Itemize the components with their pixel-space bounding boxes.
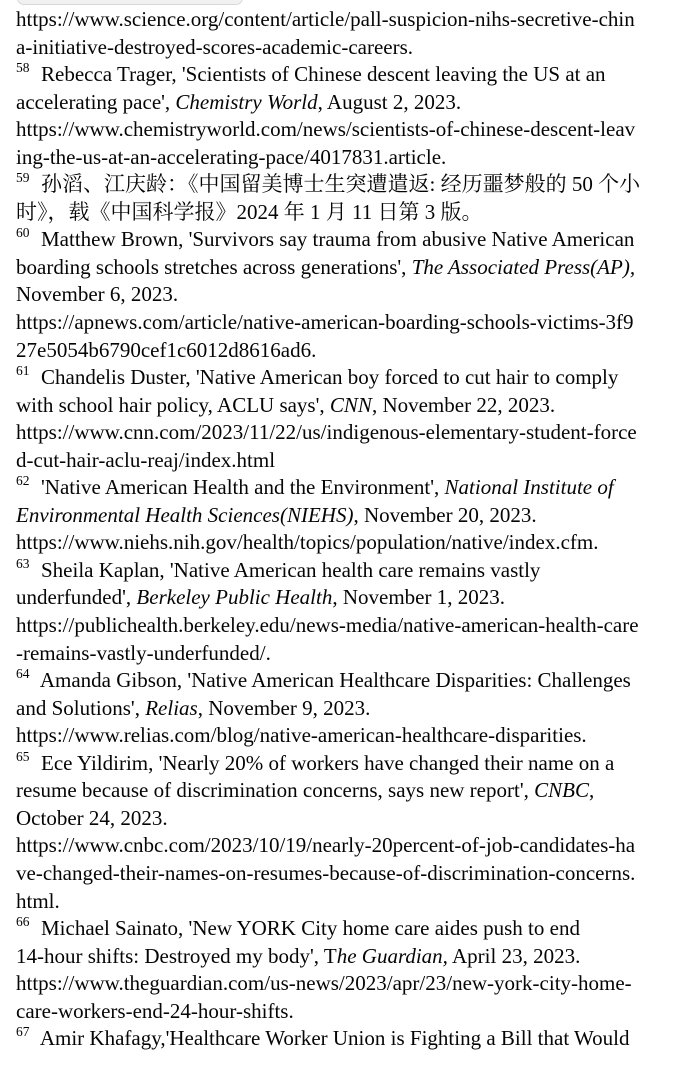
text-run: https://www.niehs.nih.gov/health/topics/population/native/index.cfm. bbox=[16, 530, 599, 555]
cutoff-element-remnant bbox=[17, 0, 243, 5]
publication-name: CNN bbox=[329, 392, 372, 417]
text-run: resume because of discrimination concerns, says new report', bbox=[16, 778, 535, 803]
footnote-line bbox=[16, 392, 688, 420]
publication-name: Berkeley Public Health bbox=[136, 585, 333, 610]
text-run: April 23, 2023. bbox=[447, 943, 581, 968]
publication-name: National Institute of bbox=[444, 475, 614, 500]
text-run: Amir Khafagy,'Healthcare Worker Union is Fighting a Bill that Would bbox=[30, 1026, 630, 1051]
footnote-line bbox=[16, 61, 688, 89]
text-run: , November 20, 2023. bbox=[353, 502, 537, 527]
footnote-number: 58 bbox=[16, 60, 30, 76]
footnote-line bbox=[16, 281, 688, 309]
publication-name: CNBC bbox=[534, 778, 589, 803]
text-run: a-initiative-destroyed-scores-academic-careers. bbox=[16, 34, 414, 59]
publication-name: Environmental Health Sciences(NIEHS) bbox=[16, 502, 354, 527]
text-run: 孙滔、江庆龄：《中国留美博士生突遭遣返: 经历噩梦般的 50 个小 bbox=[30, 172, 641, 197]
text-run: Matthew Brown, 'Survivors say trauma from abusive Native American bbox=[30, 227, 635, 252]
footnote-line bbox=[16, 777, 688, 805]
publication-name: Chemistry World bbox=[175, 89, 318, 114]
footnote-line bbox=[16, 584, 688, 612]
footnote-line bbox=[16, 557, 688, 585]
text-run: html. bbox=[16, 888, 60, 913]
footnote-line bbox=[16, 805, 688, 833]
footnote-line bbox=[16, 337, 688, 365]
footnote-line bbox=[16, 612, 688, 640]
footnotes-text bbox=[16, 6, 688, 1053]
text-run: , August 2, 2023. bbox=[317, 89, 462, 114]
footnote-line bbox=[16, 419, 688, 447]
footnote-line bbox=[16, 750, 688, 778]
text-run: https://www.chemistryworld.com/news/scientists-of-chinese-descent-leav bbox=[16, 117, 636, 142]
footnote-line bbox=[16, 199, 688, 227]
text-run: , November 1, 2023. bbox=[332, 585, 505, 610]
footnote-line bbox=[16, 34, 688, 62]
footnote-line bbox=[16, 171, 688, 199]
publication-name: The Associated Press(AP), bbox=[411, 254, 636, 279]
text-run: ve-changed-their-names-on-resumes-because-of-discrimination-concerns. bbox=[16, 860, 636, 885]
text-run: Chandelis Duster, 'Native American boy forced to cut hair to comply bbox=[30, 365, 619, 390]
text-run: https://apnews.com/article/native-american-boarding-schools-victims-3f9 bbox=[16, 310, 634, 335]
publication-name: Relias bbox=[145, 695, 198, 720]
text-run: Amanda Gibson, 'Native American Healthcare Disparities: Challenges bbox=[30, 668, 631, 693]
footnote-line bbox=[16, 860, 688, 888]
footnote-line bbox=[16, 364, 688, 392]
footnote-number: 62 bbox=[16, 473, 30, 489]
text-run: ing-the-us-at-an-accelerating-pace/4017831.article. bbox=[16, 144, 447, 169]
text-run: https://www.cnn.com/2023/11/22/us/indigenous-elementary-student-force bbox=[16, 420, 637, 445]
text-run: https://www.relias.com/blog/native-american-healthcare-disparities. bbox=[16, 723, 587, 748]
footnote-line bbox=[16, 640, 688, 668]
text-run: accelerating pace', bbox=[16, 89, 176, 114]
footnote-line bbox=[16, 447, 688, 475]
text-run: and Solutions', bbox=[16, 695, 146, 720]
footnote-line bbox=[16, 970, 688, 998]
footnote-number: 66 bbox=[16, 914, 30, 930]
text-run: , November 22, 2023. bbox=[371, 392, 556, 417]
footnote-line bbox=[16, 1025, 688, 1053]
footnote-line bbox=[16, 722, 688, 750]
text-run: October 24, 2023. bbox=[16, 805, 168, 830]
text-run: care-workers-end-24-hour-shifts. bbox=[16, 998, 294, 1023]
text-run: Sheila Kaplan, 'Native American health care remains vastly bbox=[30, 557, 541, 582]
footnote-line bbox=[16, 832, 688, 860]
footnote-line bbox=[16, 943, 688, 971]
footnote-number: 61 bbox=[16, 363, 30, 379]
text-run: Michael Sainato, 'New YORK City home care aides push to end bbox=[30, 916, 580, 941]
footnote-line bbox=[16, 6, 688, 34]
footnote-number: 64 bbox=[16, 666, 30, 682]
text-run: d-cut-hair-aclu-reaj/index.html bbox=[16, 447, 276, 472]
footnote-line bbox=[16, 667, 688, 695]
footnote-line bbox=[16, 529, 688, 557]
text-run: with school hair policy, ACLU says', bbox=[16, 392, 330, 417]
footnote-line bbox=[16, 474, 688, 502]
footnote-line bbox=[16, 502, 688, 530]
footnote-line bbox=[16, 915, 688, 943]
text-run: , bbox=[588, 778, 595, 803]
footnote-number: 63 bbox=[16, 555, 30, 571]
text-run: 27e5054b6790cef1c6012d8616ad6. bbox=[16, 337, 317, 362]
text-run: boarding schools stretches across generations', bbox=[16, 254, 412, 279]
footnote-line bbox=[16, 89, 688, 117]
footnote-number: 65 bbox=[16, 748, 30, 764]
footnote-line bbox=[16, 226, 688, 254]
footnote-line bbox=[16, 309, 688, 337]
text-run: https://publichealth.berkeley.edu/news-media/native-american-health-care bbox=[16, 613, 639, 638]
text-run: underfunded', bbox=[16, 585, 137, 610]
publication-name: he Guardian, bbox=[336, 943, 448, 968]
text-run: , November 9, 2023. bbox=[197, 695, 371, 720]
text-run: 'Native American Health and the Environment', bbox=[30, 475, 445, 500]
footnote-line bbox=[16, 998, 688, 1026]
footnote-line bbox=[16, 116, 688, 144]
text-run: Ece Yildirim, 'Nearly 20% of workers have changed their name on a bbox=[30, 750, 615, 775]
text-run: https://www.theguardian.com/us-news/2023/apr/23/new-york-city-home- bbox=[16, 971, 632, 996]
footnote-line bbox=[16, 254, 688, 282]
footnote-line bbox=[16, 144, 688, 172]
text-run: Rebecca Trager, 'Scientists of Chinese descent leaving the US at an bbox=[30, 62, 606, 87]
footnote-line bbox=[16, 888, 688, 916]
footnote-line bbox=[16, 695, 688, 723]
text-run: https://www.cnbc.com/2023/10/19/nearly-20percent-of-job-candidates-ha bbox=[16, 833, 636, 858]
text-run: -remains-vastly-underfunded/. bbox=[16, 640, 271, 665]
footnote-number: 67 bbox=[16, 1024, 30, 1040]
footnote-number: 59 bbox=[16, 170, 30, 186]
text-run: November 6, 2023. bbox=[16, 282, 179, 307]
text-run: https://www.science.org/content/article/pall-suspicion-nihs-secretive-chin bbox=[16, 7, 635, 31]
text-run: 时》，载《中国科学报》2024 年 1 月 11 日第 3 版。 bbox=[16, 199, 483, 224]
footnote-number: 60 bbox=[16, 225, 30, 241]
text-run: 14-hour shifts: Destroyed my body', T bbox=[16, 943, 337, 968]
